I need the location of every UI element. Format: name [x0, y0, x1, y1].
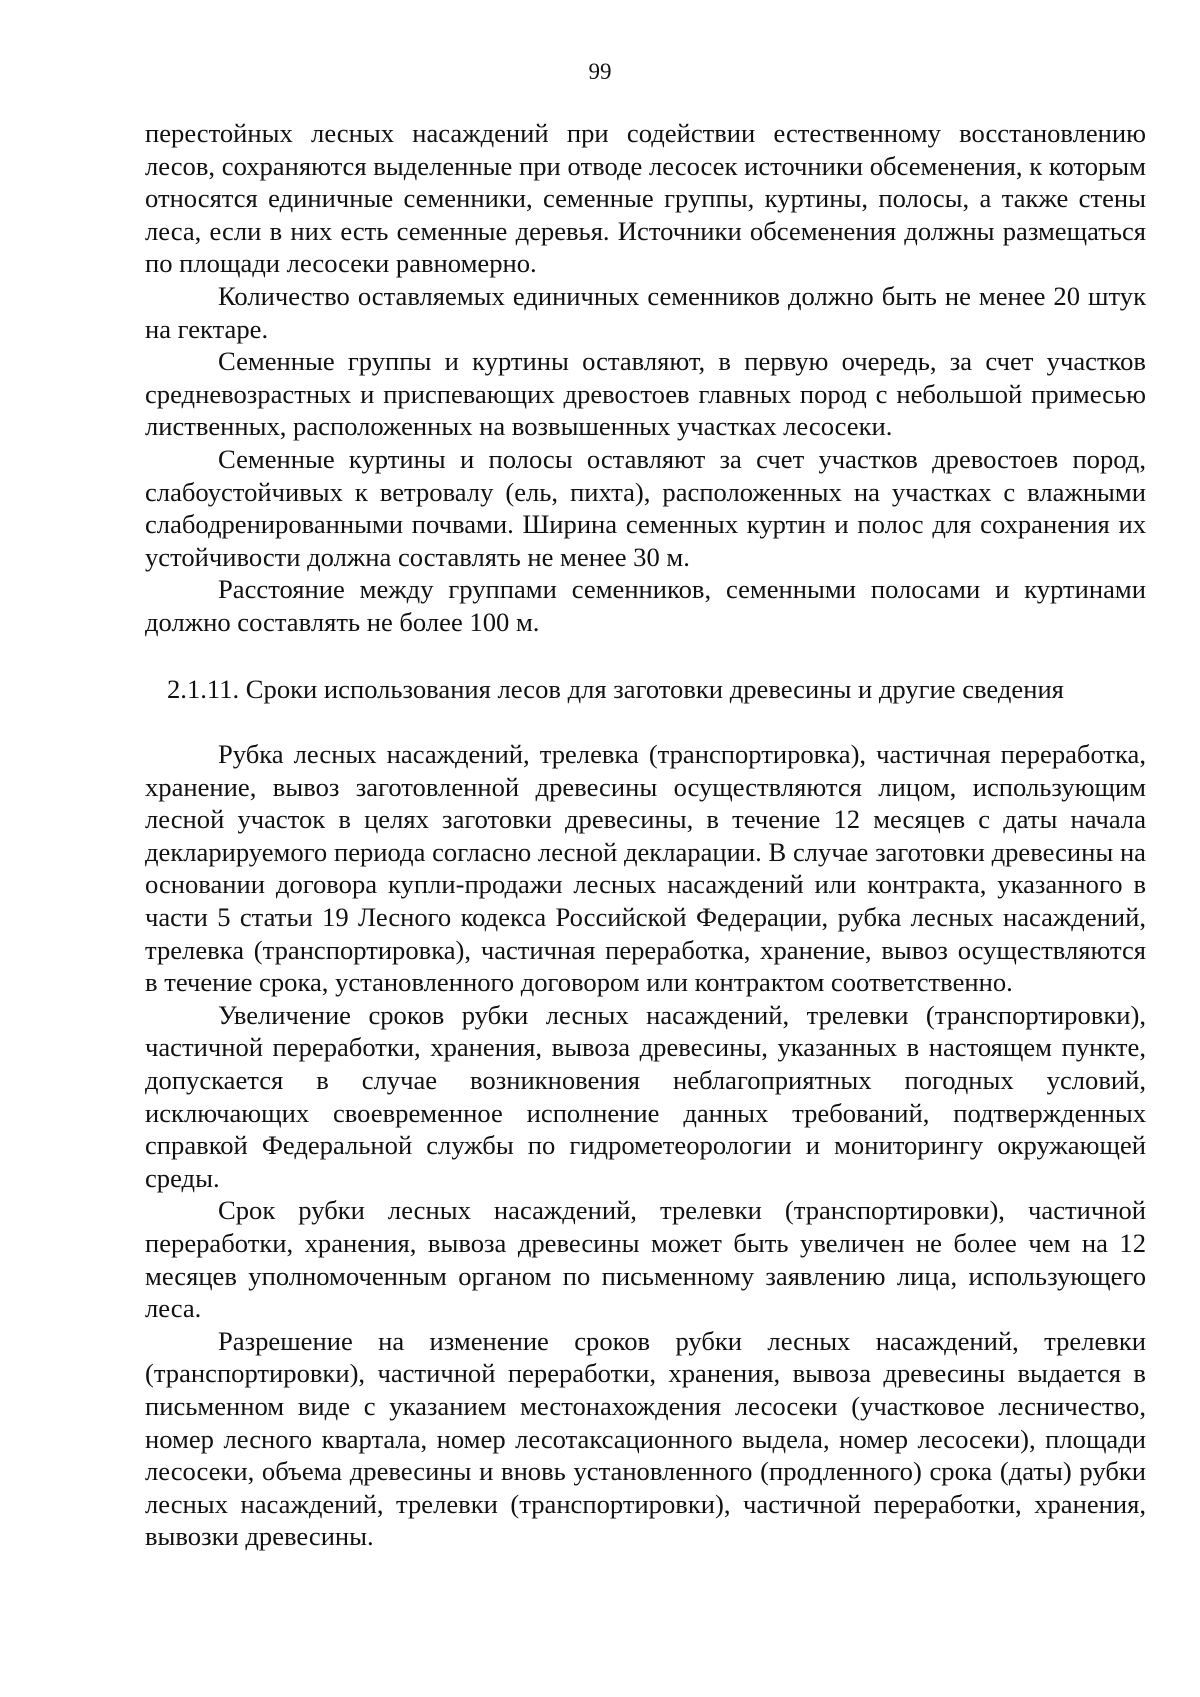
- paragraph: Семенные группы и куртины оставляют, в первую очередь, за счет участков средневозрастных и приспевающих древостоев главных пород с небольшой примесью лиственных, расположенных на возвышенных участках лесосеки.: [145, 346, 1146, 442]
- paragraph: Срок рубки лесных насаждений, трелевки (транспортировки), частичной переработки, хранения, вывоза древесины может быть увеличен не более чем на 12 месяцев уполномоченным органом по письменному заявлению лица, использующего леса.: [145, 1195, 1146, 1324]
- paragraph: Увеличение сроков рубки лесных насаждений, трелевки (транспортировки), частичной переработки, хранения, вывоза древесины, указанных в настоящем пункте, допускается в случае возникновения неблагоприятных погодных условий, исключающих своевременное исполнение данных требований, подтвержденных справкой Федеральной службы по гидрометеорологии и мониторингу окружающей среды.: [145, 999, 1146, 1193]
- paragraph: Разрешение на изменение сроков рубки лесных насаждений, трелевки (транспортировки), частичной переработки, хранения, вывоза древесины выдается в письменном виде с указанием местонахождения лесосеки (участковое лесничество, номер лесного квартала, номер лесотаксационного выдела, номер лесосеки), площади лесосеки, объема древесины и вновь установленного (продленного) срока (даты) рубки лесных насаждений, трелевки (транспортировки), частичной переработки, хранения, вывозки древесины.: [145, 1325, 1146, 1552]
- paragraph: Расстояние между группами семенников, семенными полосами и куртинами должно составлять не более 100 м.: [145, 574, 1146, 637]
- paragraph: перестойных лесных насаждений при содействии естественному восстановлению лесов, сохраняются выделенные при отводе лесосек источники обсеменения, к которым относятся единичные семенники, семенные группы, куртины, полосы, а также стены леса, если в них есть семенные деревья. Источники обсеменения должны размещаться по площади лесосеки равномерно.: [145, 118, 1146, 279]
- paragraph: Рубка лесных насаждений, трелевка (транспортировка), частичная переработка, хранение, вывоз заготовленной древесины осуществляются лицом, использующим лесной участок в целях заготовки древесины, в течение 12 месяцев с даты начала декларируемого периода согласно лесной декларации. В случае заготовки древесины на основании договора купли-продажи лесных насаждений или контракта, указанного в части 5 статьи 19 Лесного кодекса Российской Федерации, рубка лесных насаждений, трелевка (транспортировка), частичная переработка, хранение, вывоз осуществляются в течение срока, установленного договором или контрактом соответственно.: [145, 739, 1146, 998]
- page-number: 99: [588, 59, 612, 84]
- paragraph: Семенные куртины и полосы оставляют за счет участков древостоев пород, слабоустойчивых к ветровалу (ель, пихта), расположенных на участках с влажными слабодренированными почвами. Ширина семенных куртин и полос для сохранения их устойчивости должна составлять не менее 30 м.: [145, 443, 1146, 572]
- page-content: [145, 117, 1146, 1553]
- paragraph: Количество оставляемых единичных семенников должно быть не менее 20 штук на гектаре.: [145, 280, 1146, 344]
- section-heading: 2.1.11. Сроки использования лесов для заготовки древесины и другие сведения: [167, 673, 1064, 704]
